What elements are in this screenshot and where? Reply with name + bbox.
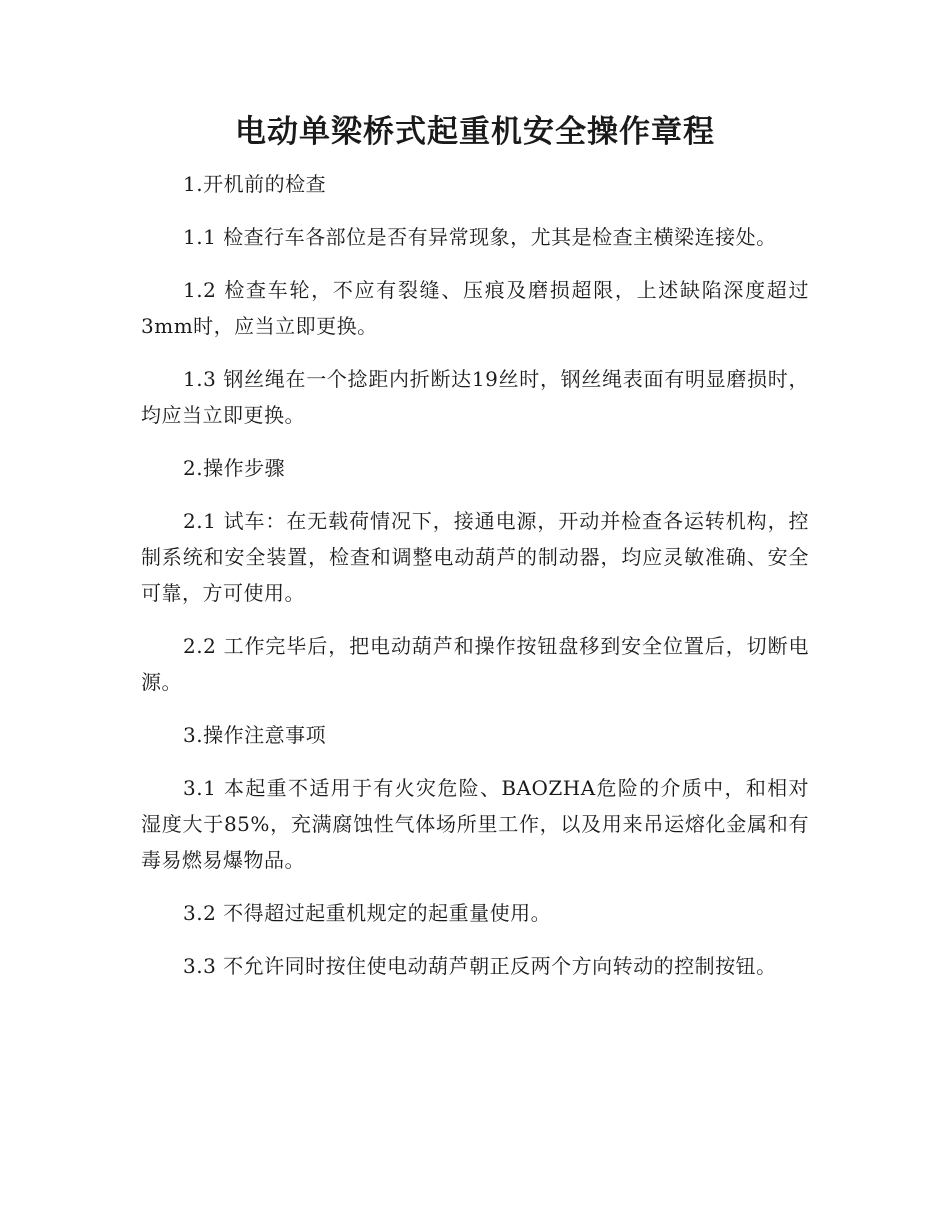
paragraph-3-3: 3.3 不允许同时按住使电动葫芦朝正反两个方向转动的控制按钮。	[183, 954, 777, 978]
document-body	[141, 166, 809, 1001]
section-heading-3: 3.操作注意事项	[183, 723, 327, 747]
paragraph-1-2: 1.2 检查车轮，不应有裂缝、压痕及磨损超限，上述缺陷深度超过3mm时，应当立即更换。	[141, 278, 809, 338]
paragraph-2-1: 2.1 试车：在无载荷情况下，接通电源，开动并检查各运转机构，控制系统和安全装置，检查和调整电动葫芦的制动器，均应灵敏准确、安全可靠，方可使用。	[141, 509, 809, 605]
document-title: 电动单梁桥式起重机安全操作章程	[235, 114, 715, 150]
section-heading-2: 2.操作步骤	[183, 456, 286, 480]
paragraph-1-1: 1.1 检查行车各部位是否有异常现象，尤其是检查主横梁连接处。	[183, 225, 777, 249]
section-heading-1: 1.开机前的检查	[183, 172, 327, 196]
paragraph-3-1: 3.1 本起重不适用于有火灾危险、BAOZHA危险的介质中，和相对湿度大于85%，充满腐蚀性气体场所里工作，以及用来吊运熔化金属和有毒易燃易爆物品。	[141, 776, 809, 872]
paragraph-1-3: 1.3 钢丝绳在一个捻距内折断达19丝时，钢丝绳表面有明显磨损时，均应当立即更换。	[141, 367, 809, 427]
paragraph-3-2: 3.2 不得超过起重机规定的起重量使用。	[183, 901, 552, 925]
paragraph-2-2: 2.2 工作完毕后，把电动葫芦和操作按钮盘移到安全位置后，切断电源。	[141, 634, 809, 694]
